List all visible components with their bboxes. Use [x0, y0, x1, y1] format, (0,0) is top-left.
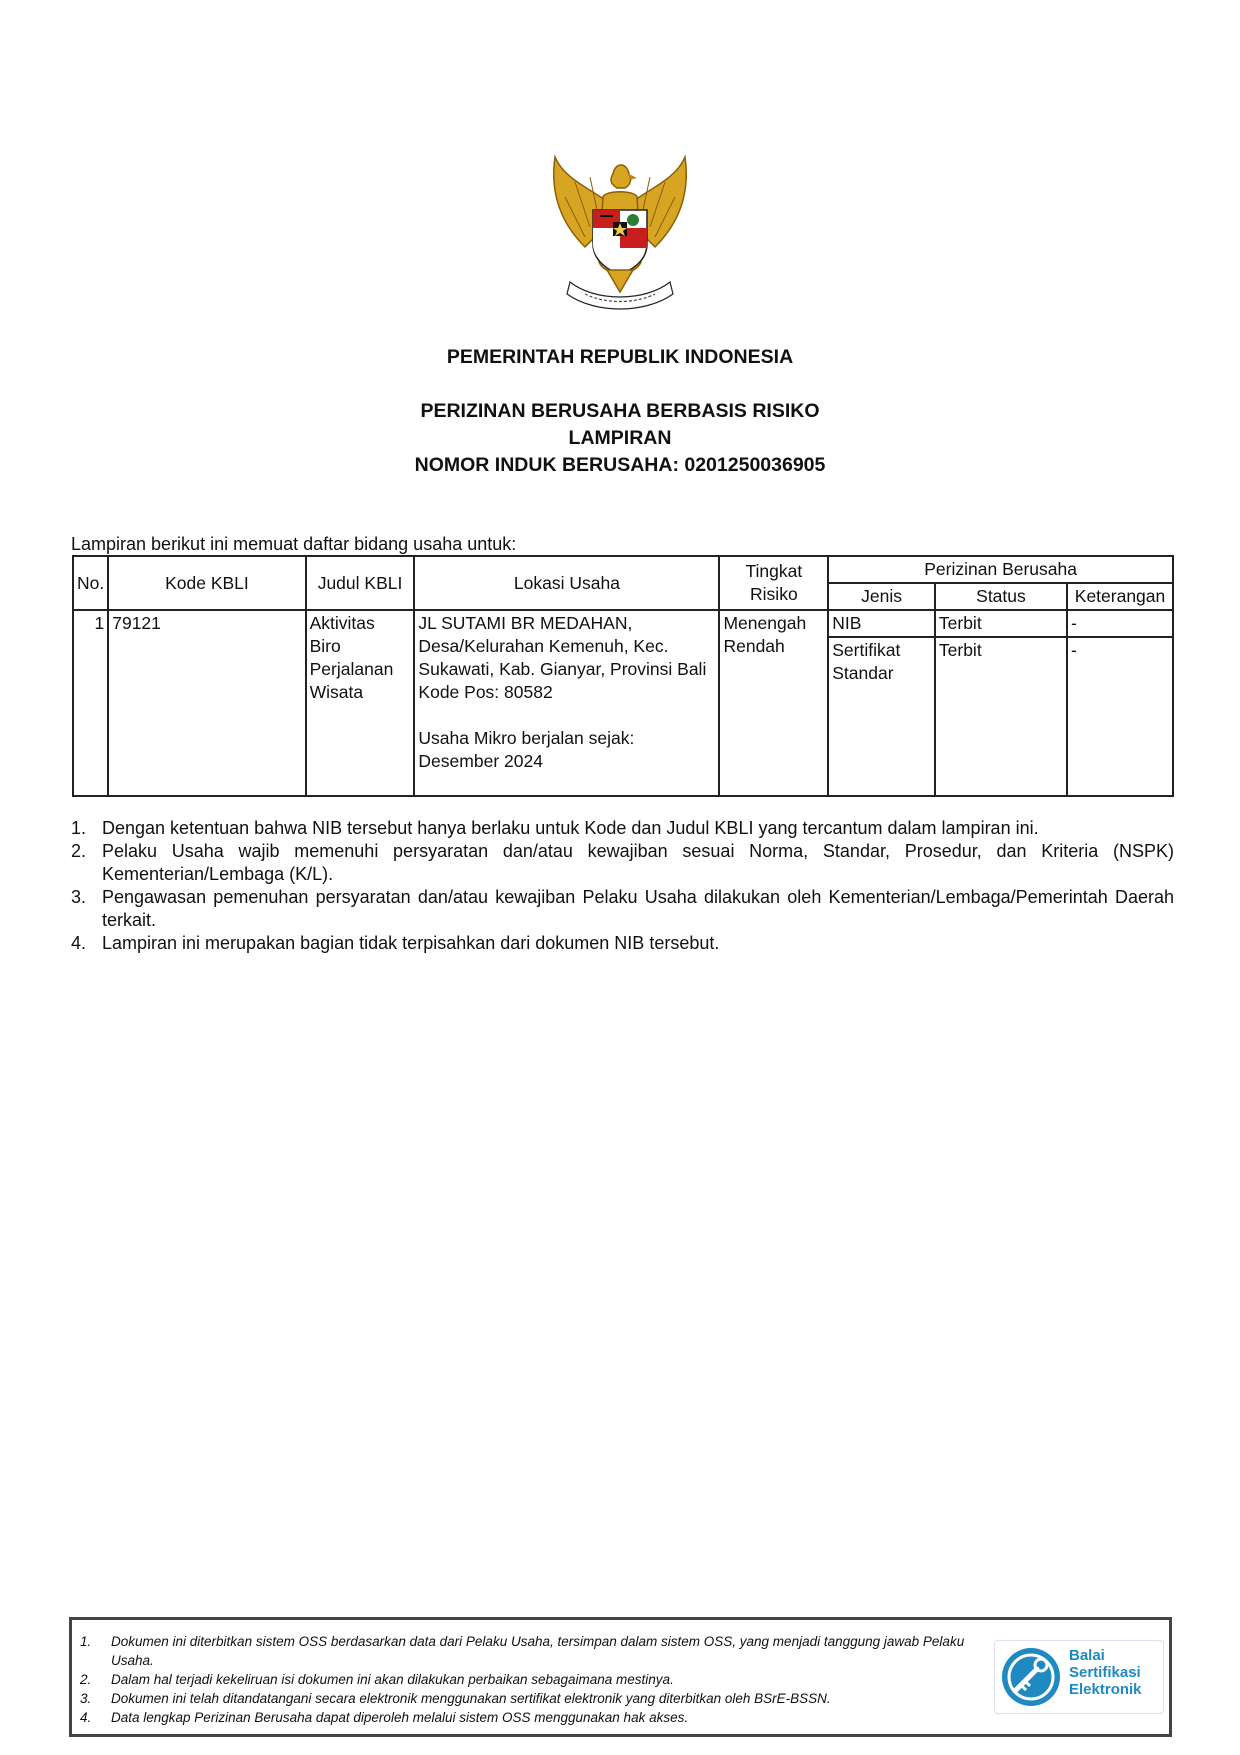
list-item: 3. Dokumen ini telah ditandatangani secara elektronik menggunakan sertifikat elektronik yang diterbitkan oleh BSrE-BSSN. — [80, 1691, 831, 1706]
list-item: 1. Dengan ketentuan bahwa NIB tersebut hanya berlaku untuk Kode dan Judul KBLI yang tercantum dalam lampiran ini. — [71, 818, 1039, 838]
lokasi-usaha-mikro: Usaha Mikro berjalan sejak: Desember 2024 — [418, 728, 635, 771]
cell-tingkat-risiko: Menengah Rendah — [719, 610, 828, 796]
list-item: 2. Dalam hal terjadi kekeliruan isi dokumen ini akan dilakukan perbaikan sebagaimana mestinya. — [80, 1672, 674, 1687]
header-judul-kbli: Judul KBLI — [306, 556, 415, 610]
list-item: 1. Dokumen ini diterbitkan sistem OSS berdasarkan data dari Pelaku Usaha, tersimpan dalam sistem OSS, yang menjadi tanggung jawab Pelaku Usaha. — [80, 1634, 965, 1668]
cell-jenis: NIB — [828, 610, 935, 637]
cell-keterangan: - — [1067, 637, 1173, 796]
document-title: PERIZINAN BERUSAHA BERBASIS RISIKO — [420, 400, 820, 422]
lokasi-address: JL SUTAMI BR MEDAHAN, Desa/Kelurahan Kemenuh, Kec. Sukawati, Kab. Gianyar, Provinsi Bali — [418, 613, 707, 679]
list-item: 2. Pelaku Usaha wajib memenuhi persyaratan dan/atau kewajiban sesuai Norma, Standar, Prosedur, dan Kriteria (NSPK) Kementerian/Lembaga (K/L). — [71, 841, 1174, 884]
garuda-pancasila-emblem-icon — [545, 152, 695, 322]
header-perizinan-berusaha: Perizinan Berusaha — [828, 556, 1173, 583]
government-heading: PEMERINTAH REPUBLIK INDONESIA — [446, 346, 794, 368]
bsre-logo — [994, 1640, 1164, 1714]
header-jenis: Jenis — [828, 583, 935, 610]
intro-text: Lampiran berikut ini memuat daftar bidang usaha untuk: — [71, 534, 517, 554]
cell-status: Terbit — [935, 637, 1067, 796]
header-tingkat-risiko: Tingkat Risiko — [719, 556, 828, 610]
header-keterangan: Keterangan — [1067, 583, 1173, 610]
footer-disclaimer-box — [69, 1617, 1172, 1737]
header-no: No. — [73, 556, 108, 610]
table-row — [73, 610, 1173, 637]
cell-no: 1 — [73, 610, 108, 796]
header-status: Status — [935, 583, 1067, 610]
list-item: 4. Data lengkap Perizinan Berusaha dapat diperoleh melalui sistem OSS menggunakan hak akses. — [80, 1710, 689, 1725]
cell-jenis: Sertifikat Standar — [828, 637, 935, 796]
cell-status: Terbit — [935, 610, 1067, 637]
business-field-table — [72, 555, 1174, 797]
header-lokasi-usaha: Lokasi Usaha — [414, 556, 719, 610]
lokasi-kode-pos: Kode Pos: 80582 — [418, 682, 553, 702]
document-subtitle: LAMPIRAN — [568, 427, 672, 449]
footer-notes-list — [80, 1632, 980, 1727]
cell-keterangan: - — [1067, 610, 1173, 637]
garuda-emblem — [545, 152, 695, 322]
cell-judul-kbli: Aktivitas Biro Perjalanan Wisata — [306, 610, 415, 796]
bsre-key-icon — [999, 1645, 1065, 1709]
list-item: 4. Lampiran ini merupakan bagian tidak terpisahkan dari dokumen NIB tersebut. — [71, 933, 720, 953]
nib-number: NOMOR INDUK BERUSAHA: 0201250036905 — [414, 454, 826, 476]
cell-lokasi-usaha — [414, 610, 719, 796]
bsre-name: Balai Sertifikasi Elektronik — [1069, 1647, 1142, 1698]
list-item: 3. Pengawasan pemenuhan persyaratan dan/atau kewajiban Pelaku Usaha dilakukan oleh Kementerian/Lembaga/Pemerintah Daerah terkait. — [71, 887, 1174, 930]
header-kode-kbli: Kode KBLI — [108, 556, 305, 610]
cell-kode-kbli: 79121 — [108, 610, 305, 796]
notes-list — [71, 817, 1174, 955]
